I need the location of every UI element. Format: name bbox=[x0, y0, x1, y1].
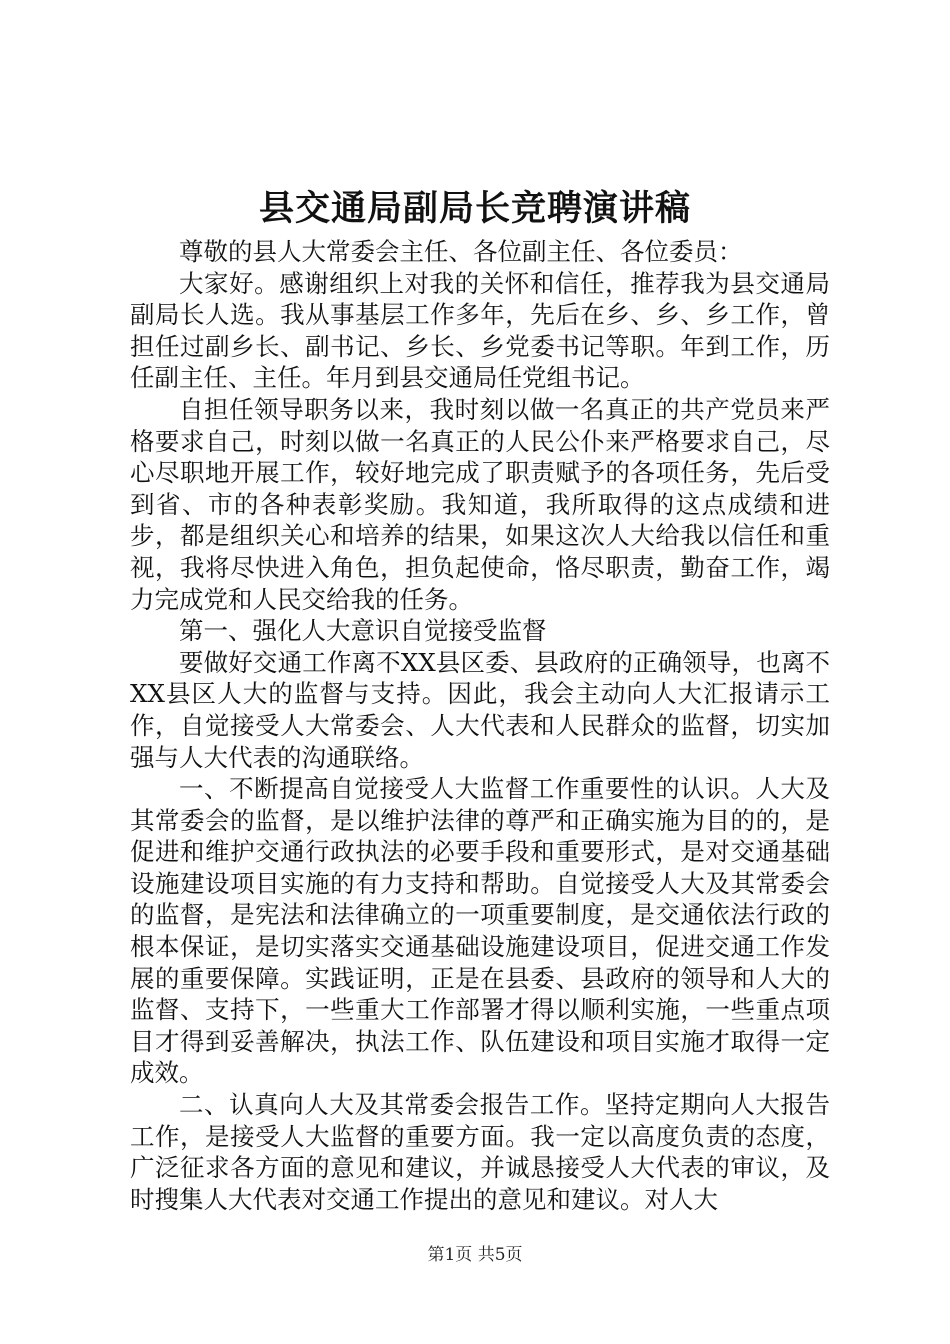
body-paragraph: 一、不断提高自觉接受人大监督工作重要性的认识。人大及其常委会的监督，是以维护法律的尊严和正确实施为目的的，是促进和维护交通行政执法的必要手段和重要形式，是对交通基础设施建设项目实施的有力支持和帮助。自觉接受人大及其常委会的监督，是宪法和法律确立的一项重要制度，是交通依法行政的根本保证，是切实落实交通基础设施建设项目，促进交通工作发展的重要保障。实践证明，正是在县委、县政府的领导和人大的监督、支持下，一些重大工作部署才得以顺利实施，一些重点项目才得到妥善解决，执法工作、队伍建设和项目实施才取得一定成效。 bbox=[130, 774, 830, 1088]
body-paragraph: 二、认真向人大及其常委会报告工作。坚持定期向人大报告工作，是接受人大监督的重要方面。我一定以高度负责的态度，广泛征求各方面的意见和建议，并诚恳接受人大代表的审议，及时搜集人大代表对交通工作提出的意见和建议。对人大 bbox=[130, 1090, 830, 1214]
document-body bbox=[130, 236, 830, 1215]
body-paragraph: 大家好。感谢组织上对我的关怀和信任，推荐我为县交通局副局长人选。我从事基层工作多年，先后在乡、乡、乡工作，曾担任过副乡长、副书记、乡长、乡党委书记等职。年到工作，历任副主任、主任。年月到县交通局任党组书记。 bbox=[130, 268, 830, 393]
section-heading: 第一、强化人大意识自觉接受监督 bbox=[179, 616, 547, 646]
salutation-paragraph: 尊敬的县人大常委会主任、各位副主任、各位委员： bbox=[179, 237, 743, 266]
document-title: 县交通局副局长竞聘演讲稿 bbox=[258, 188, 691, 229]
body-paragraph: 自担任领导职务以来，我时刻以做一名真正的共产党员来严格要求自己，时刻以做一名真正的人民公仆来严格要求自己，尽心尽职地开展工作，较好地完成了职责赋予的各项任务，先后受到省、市的各种表彰奖励。我知道，我所取得的这点成绩和进步，都是组织关心和培养的结果，如果这次人大给我以信任和重视，我将尽快进入角色，担负起使命，恪尽职责，勤奋工作，竭力完成党和人民交给我的任务。 bbox=[130, 394, 830, 614]
page-number-footer: 第1页 共5页 bbox=[427, 1245, 523, 1265]
body-paragraph: 要做好交通工作离不XX县区委、县政府的正确领导，也离不XX县区人大的监督与支持。因此，我会主动向人大汇报请示工作，自觉接受人大常委会、人大代表和人民群众的监督，切实加强与人大代表的沟通联络。 bbox=[130, 647, 830, 772]
